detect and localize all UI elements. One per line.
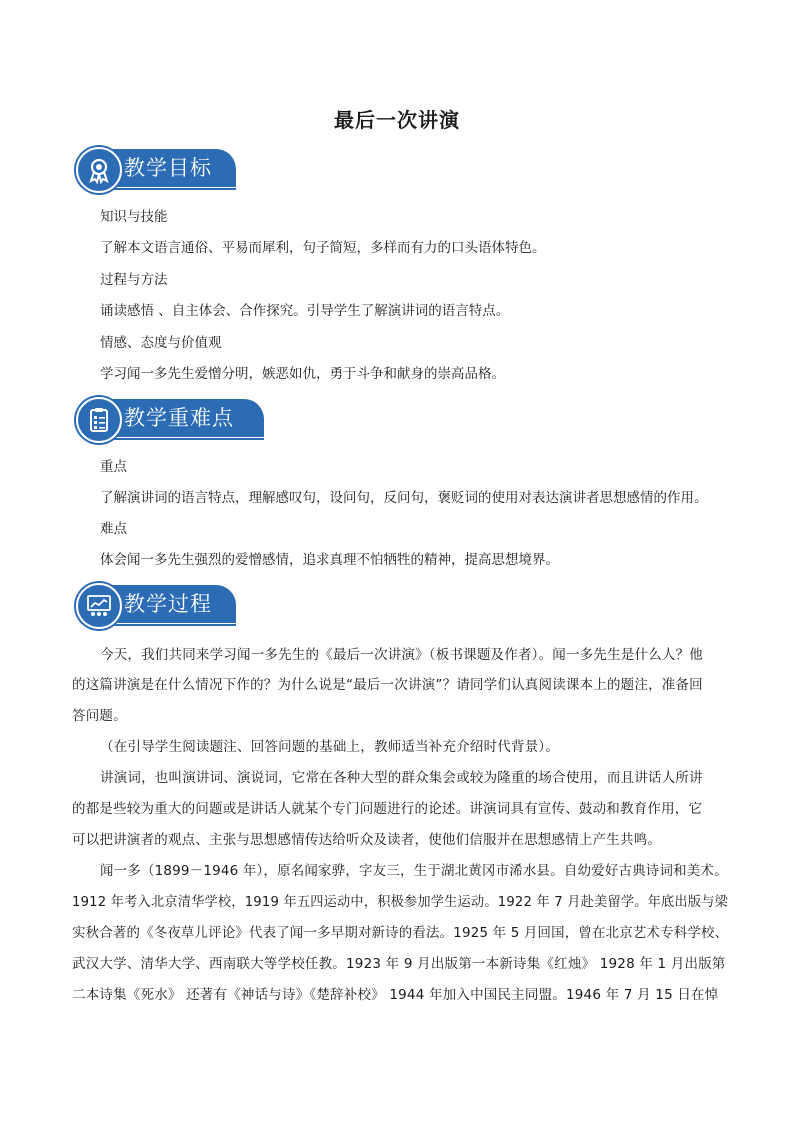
goal-label-knowledge: 知识与技能: [100, 209, 168, 225]
process-line: 讲演词，也叫演讲词、演说词，它常在各种大型的群众集会或较为隆重的场合使用，而且讲话人所讲: [100, 770, 703, 786]
process-line: 实秋合著的《冬夜草儿评论》代表了闻一多早期对新诗的看法。1925 年 5 月回国，曾在北京艺术专科学校、: [72, 925, 729, 941]
goal-text-process: 诵读感悟 、自主体会、合作探究。引导学生了解演讲词的语言特点。: [100, 303, 510, 319]
keypoint-text-focus: 了解演讲词的语言特点，理解感叹句，设问句，反问句，褒贬词的使用对表达演讲者思想感情的作用。: [100, 490, 708, 506]
section-header-process: [76, 583, 236, 627]
section-title-process: 教学过程: [100, 585, 236, 623]
presentation-chart-icon: [76, 583, 122, 629]
keypoint-text-difficulty: 体会闻一多先生强烈的爱憎感情，追求真理不怕牺牲的精神，提高思想境界。: [100, 552, 559, 568]
process-line: 武汉大学、清华大学、西南联大等学校任教。1923 年 9 月出版第一本新诗集《红烛》 1928 年 1 月出版第: [72, 956, 726, 972]
process-line: 二本诗集《死水》 还著有《神话与诗》《楚辞补校》 1944 年加入中国民主同盟。1946 年 7 月 15 日在悼: [72, 987, 719, 1003]
section-header-goals: [76, 147, 236, 191]
award-ribbon-icon: [76, 147, 122, 193]
process-line: 今天，我们共同来学习闻一多先生的《最后一次讲演》（板书课题及作者）。闻一多先生是什么人？他: [100, 647, 703, 663]
process-line: 可以把讲演者的观点、主张与思想感情传达给听众及读者，使他们信服并在思想感情上产生共鸣。: [72, 832, 662, 848]
goal-text-knowledge: 了解本文语言通俗、平易而犀利，句子简短，多样而有力的口头语体特色。: [100, 240, 546, 256]
process-line: （在引导学生阅读题注、回答问题的基础上，教师适当补充介绍时代背景）。: [100, 739, 560, 755]
clipboard-checklist-icon: [76, 397, 122, 443]
goal-label-process: 过程与方法: [100, 272, 168, 288]
goal-text-emotion: 学习闻一多先生爱憎分明，嫉恶如仇，勇于斗争和献身的崇高品格。: [100, 366, 505, 382]
section-title-keypoints: 教学重难点: [100, 399, 264, 437]
keypoint-label-focus: 重点: [100, 459, 127, 475]
section-header-keypoints: [76, 397, 266, 441]
process-line: 1912 年考入北京清华学校，1919 年五四运动中，积极参加学生运动。1922 年 7 月赴美留学。年底出版与梁: [72, 894, 728, 910]
goal-label-emotion: 情感、态度与价值观: [100, 335, 222, 351]
section-title-goals: 教学目标: [100, 149, 236, 187]
document-title: 最后一次讲演: [334, 108, 460, 132]
process-line: 闻一多（1899－1946 年），原名闻家骅，字友三，生于湖北黄冈市浠水县。自幼爱好古典诗词和美术。: [100, 863, 728, 879]
keypoint-label-difficulty: 难点: [100, 521, 127, 537]
process-line: 的这篇讲演是在什么情况下作的？为什么说是“最后一次讲演”？请同学们认真阅读课本上的题注，准备回: [72, 677, 703, 693]
process-line: 的都是些较为重大的问题或是讲话人就某个专门问题进行的论述。讲演词具有宣传、鼓动和教育作用，它: [72, 801, 703, 817]
process-line: 答问题。: [72, 708, 127, 724]
